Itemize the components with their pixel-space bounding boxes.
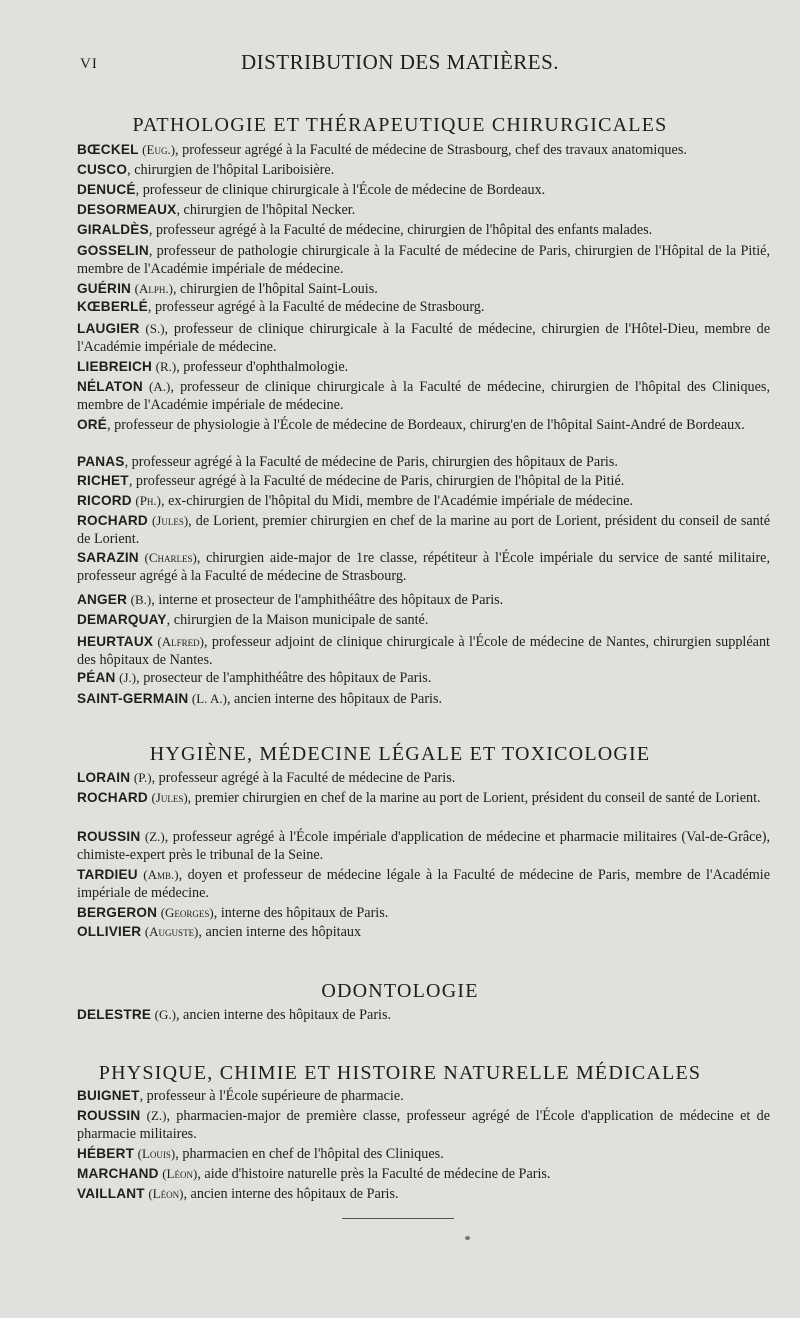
entry <box>77 549 770 585</box>
entry-name: HÉBERT <box>77 1146 135 1161</box>
entry <box>77 201 770 219</box>
entry <box>77 221 770 239</box>
entry <box>77 789 770 807</box>
entry <box>77 669 770 687</box>
entry-name: BERGERON <box>77 905 158 920</box>
entry <box>77 141 770 159</box>
entry-first-name: (Ph.) <box>135 493 162 508</box>
entry-description: , ex-chirurgien de l'hôpital du Midi, membre de l'Académie impériale de médecine. <box>161 493 634 509</box>
section-title: PHYSIQUE, CHIMIE ET HISTOIRE NATURELLE MÉDICALES <box>98 1062 702 1084</box>
section-title: PATHOLOGIE ET THÉRAPEUTIQUE CHIRURGICALES <box>132 114 668 136</box>
entry-name: DEMARQUAY <box>77 612 167 627</box>
entry-name: GUÉRIN <box>77 281 132 296</box>
entry-first-name: (Léon) <box>148 1186 184 1201</box>
entry <box>77 1087 770 1105</box>
entry-first-name: (Jules) <box>151 513 189 528</box>
entry-description: , pharmacien-major de première classe, professeur agrégé de l'École d'application de médecine et de pharmacie militaires. <box>77 1108 770 1142</box>
ink-dot <box>465 1236 470 1240</box>
entry-first-name: (Alph.) <box>134 281 173 296</box>
entry-description: , interne et prosecteur de l'amphithéâtre des hôpitaux de Paris. <box>151 592 504 608</box>
entry-description: , prosecteur de l'amphithéâtre des hôpitaux de Paris. <box>136 670 432 686</box>
entry <box>77 378 770 414</box>
entry-description: , professeur de physiologie à l'École de médecine de Bordeaux, chirurg'en de l'hôpital Saint-André de Bordeaux. <box>107 417 745 433</box>
closing-rule <box>342 1218 454 1219</box>
entry-first-name: (P.) <box>133 770 152 785</box>
entry-first-name: (Eug.) <box>142 142 176 157</box>
entry-first-name: (Louis) <box>137 1146 176 1161</box>
entry-name: DELESTRE <box>77 1007 152 1022</box>
entry-name: OLLIVIER <box>77 924 142 939</box>
entry-first-name: (Amb.) <box>143 867 179 882</box>
entry-description: , chirurgien de l'hôpital Necker. <box>176 202 356 218</box>
entry <box>77 866 770 902</box>
entry-name: ROUSSIN <box>77 1108 141 1123</box>
entry <box>77 512 770 548</box>
entry-first-name: (Z.) <box>144 829 165 844</box>
entry-name: LAUGIER <box>77 321 140 336</box>
entry-first-name: (A.) <box>149 379 171 394</box>
entry <box>77 181 770 199</box>
entry-first-name: (Z.) <box>146 1108 167 1123</box>
entry <box>77 1145 770 1163</box>
entry-description: , aide d'histoire naturelle près la Faculté de médecine de Paris. <box>197 1166 551 1182</box>
entry-name: RICHET <box>77 473 129 488</box>
entry-first-name: (B.) <box>130 592 152 607</box>
entry-first-name: (Georges) <box>160 905 214 920</box>
entry-first-name: (J.) <box>119 670 137 685</box>
entry <box>77 492 770 510</box>
entry <box>77 416 770 434</box>
entry <box>77 280 770 298</box>
entry-description: , chirurgien de l'hôpital Saint-Louis. <box>172 281 378 297</box>
entry-description: , premier chirurgien en chef de la marine au port de Lorient, président du conseil de santé de Lorient. <box>187 790 761 806</box>
entry-first-name: (Jules) <box>151 790 188 805</box>
entry <box>77 472 770 490</box>
entry-description: , ancien interne des hôpitaux de Paris. <box>226 691 443 707</box>
entry-description: , professeur agrégé à la Faculté de médecine, chirurgien de l'hôpital des enfants malades. <box>148 222 653 238</box>
entry-description: , ancien interne des hôpitaux <box>198 924 362 940</box>
entry-name: PÉAN <box>77 670 116 685</box>
entry-name: LORAIN <box>77 770 131 785</box>
entry <box>77 1165 770 1183</box>
entry <box>77 828 770 864</box>
entry-description: , professeur agrégé à la Faculté de médecine de Strasbourg. <box>147 299 485 315</box>
entry-name: ORÉ <box>77 417 108 432</box>
entry-description: , ancien interne des hôpitaux de Paris. <box>175 1007 392 1023</box>
entry-name: KŒBERLÉ <box>77 299 148 314</box>
entry-description: , professeur de clinique chirurgicale à l'École de médecine de Bordeaux. <box>135 182 546 198</box>
entry-name: BUIGNET <box>77 1088 140 1103</box>
entry-description: , pharmacien en chef de l'hôpital des Cliniques. <box>175 1146 444 1162</box>
entry <box>77 690 770 708</box>
entry-description: , professeur de pathologie chirurgicale à la Faculté de médecine de Paris, chirurgien de l'Hôpital de la Pitié, membre de l'Académie impériale de médecine. <box>77 243 770 277</box>
entry-description: , chirurgien de l'hôpital Lariboisière. <box>127 162 335 178</box>
entry-description: , professeur à l'École supérieure de pharmacie. <box>139 1088 404 1104</box>
entry-first-name: (G.) <box>154 1007 176 1022</box>
entry-name: ROCHARD <box>77 790 148 805</box>
entry-description: , doyen et professeur de médecine légale à la Faculté de médecine de Paris, membre de l'Académie impériale de médecine. <box>77 867 771 901</box>
entry-description: , professeur agrégé à l'École impériale d'application de médecine et pharmacie militaires (Val-de-Grâce), chimiste-expert près le tribunal de la Seine. <box>77 829 771 863</box>
entry-name: NÉLATON <box>77 379 143 394</box>
entry-name: VAILLANT <box>77 1186 145 1201</box>
entry-name: ROCHARD <box>77 513 148 528</box>
entry-description: , de Lorient, premier chirurgien en chef de la marine au port de Lorient, président du conseil de santé de Lorient. <box>77 513 770 547</box>
entry-name: SAINT-GERMAIN <box>77 691 189 706</box>
entry-first-name: (Alfred) <box>157 634 204 649</box>
entry-first-name: (L. A.) <box>191 691 227 706</box>
entry-description: , chirurgien aide-major de 1re classe, répétiteur à l'École impériale du service de santé militaire, professeur agrégé à la Faculté de médecine de Strasbourg. <box>77 550 771 584</box>
entry-first-name: (Charles) <box>144 550 197 565</box>
entry <box>77 591 770 609</box>
entry-description: , chirurgien de la Maison municipale de santé. <box>166 612 429 628</box>
entry-description: , professeur d'ophthalmologie. <box>176 359 349 375</box>
entry-name: ANGER <box>77 592 128 607</box>
page-number: VI <box>80 56 98 72</box>
entry-description: , professeur agrégé à la Faculté de médecine de Paris, chirurgien de l'hôpital de la Pitié. <box>128 473 625 489</box>
entry-name: MARCHAND <box>77 1166 159 1181</box>
entry <box>77 923 770 941</box>
entry-name: PANAS <box>77 454 125 469</box>
entry <box>77 1185 770 1203</box>
entry-name: HEURTAUX <box>77 634 154 649</box>
entry <box>77 1107 770 1143</box>
entry <box>77 453 770 471</box>
entry-name: GIRALDÈS <box>77 222 149 237</box>
entry-name: GOSSELIN <box>77 243 149 258</box>
entry <box>77 611 770 629</box>
entry <box>77 242 770 278</box>
entry <box>77 904 770 922</box>
entry-name: DENUCÉ <box>77 182 136 197</box>
running-head: DISTRIBUTION DES MATIÈRES. <box>240 50 560 74</box>
entry-description: , professeur de clinique chirurgicale à la Faculté de médecine, chirurgien de l'Hôtel-Dieu, membre de l'Académie impériale de médecine. <box>77 321 771 355</box>
entry-name: SARAZIN <box>77 550 139 565</box>
entry <box>77 320 770 356</box>
entry-name: LIEBREICH <box>77 359 153 374</box>
entry-description: , professeur agrégé à la Faculté de médecine de Strasbourg, chef des travaux anatomiques. <box>175 142 687 158</box>
entry-description: , professeur agrégé à la Faculté de médecine de Paris. <box>151 770 456 786</box>
entry-name: BŒCKEL <box>77 142 139 157</box>
section-title: HYGIÈNE, MÉDECINE LÉGALE ET TOXICOLOGIE <box>149 743 651 765</box>
entry-name: ROUSSIN <box>77 829 141 844</box>
entry <box>77 358 770 376</box>
entry-name: RICORD <box>77 493 132 508</box>
entry-name: TARDIEU <box>77 867 138 882</box>
entry-name: DESORMEAUX <box>77 202 177 217</box>
entry-name: CUSCO <box>77 162 128 177</box>
entry <box>77 161 770 179</box>
entry <box>77 298 770 316</box>
entry-first-name: (Léon) <box>162 1166 198 1181</box>
entry-description: , professeur de clinique chirurgicale à la Faculté de médecine, chirurgien de l'hôpital des Cliniques, membre de l'Académie impériale de médecine. <box>77 379 770 413</box>
entry-description: , professeur adjoint de clinique chirurgicale à l'École de médecine de Nantes, chirurgien suppléant des hôpitaux de Nantes. <box>77 634 770 668</box>
section-title: ODONTOLOGIE <box>321 980 479 1002</box>
entry-description: , interne des hôpitaux de Paris. <box>213 905 389 921</box>
entry-first-name: (S.) <box>145 321 165 336</box>
entry-description: , professeur agrégé à la Faculté de médecine de Paris, chirurgien des hôpitaux de Paris. <box>124 454 618 470</box>
entry-description: , ancien interne des hôpitaux de Paris. <box>183 1186 399 1202</box>
entry <box>77 1006 770 1024</box>
entry <box>77 633 770 669</box>
entry-first-name: (R.) <box>155 359 177 374</box>
entry-first-name: (Auguste) <box>144 924 199 939</box>
entry <box>77 769 770 787</box>
